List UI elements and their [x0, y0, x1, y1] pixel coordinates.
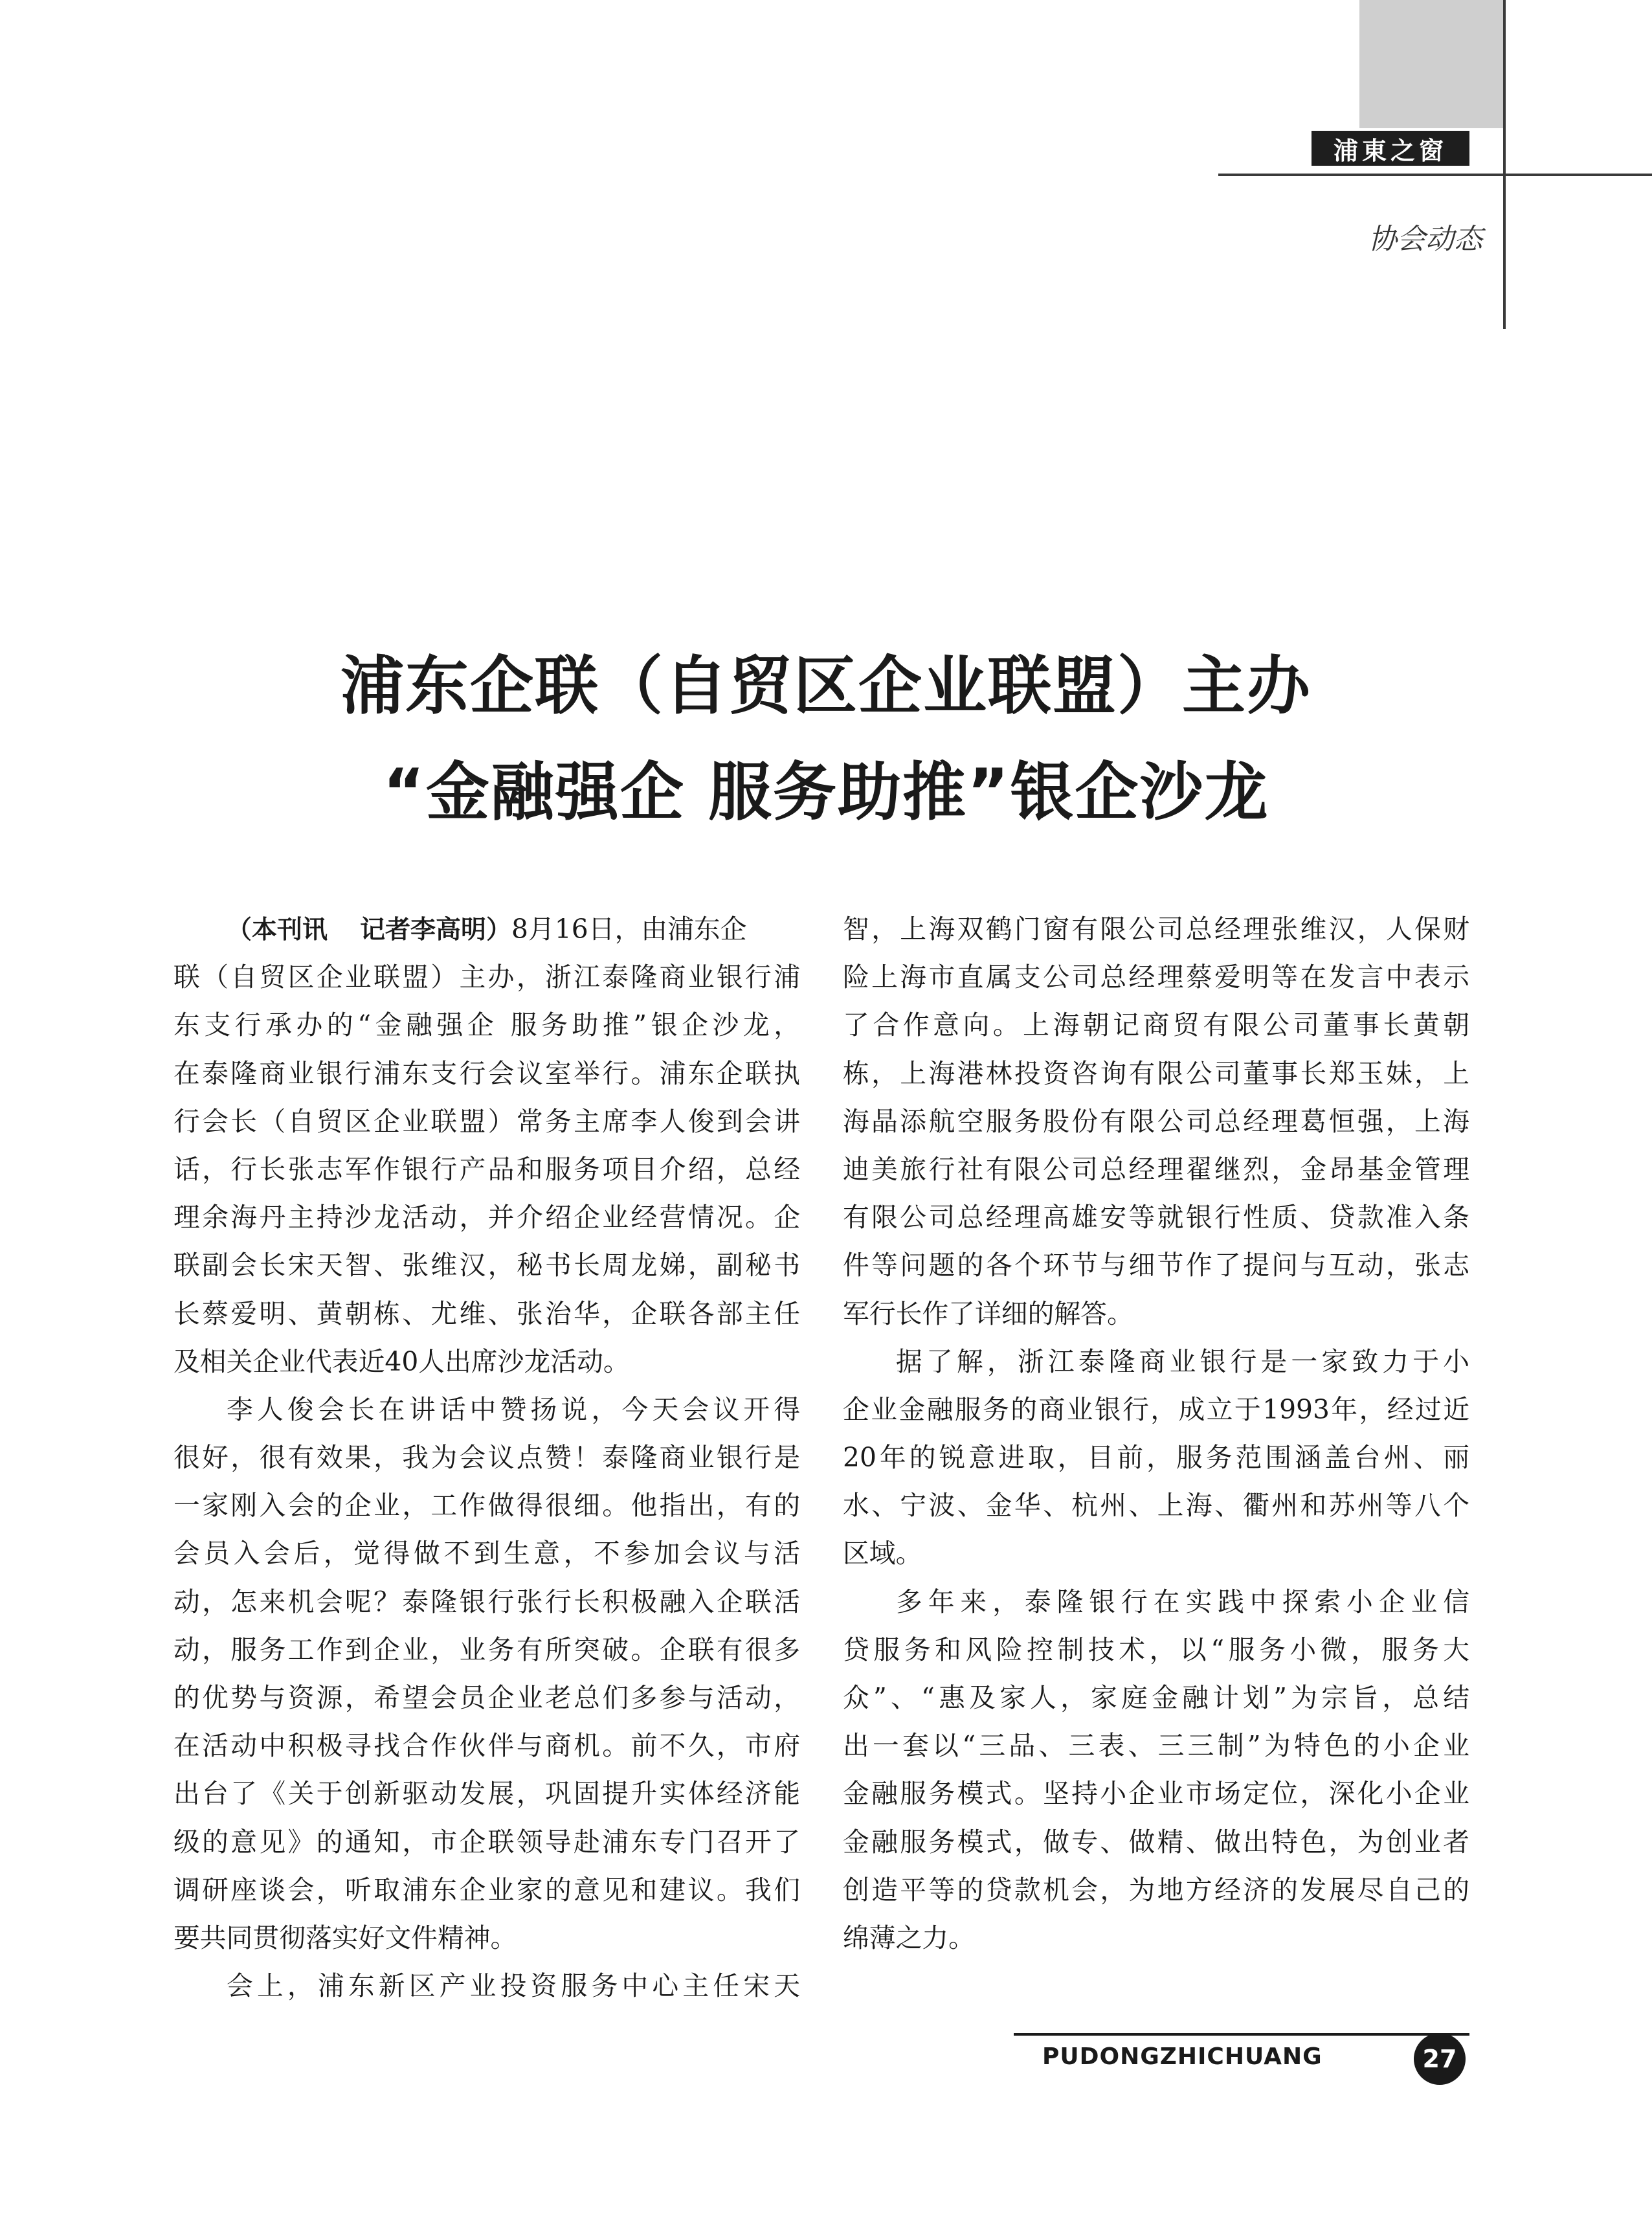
text-line: 李人俊会长在讲话中赞扬说，今天会议开得: [227, 1393, 800, 1425]
text-line: 金融服务模式，做专、做精、做出特色，为创业者: [843, 1826, 1469, 1858]
text-line: 及相关企业代表近40人出席沙龙活动。: [173, 1345, 630, 1377]
header-rule: [1218, 174, 1652, 176]
text-line: 会上，浦东新区产业投资服务中心主任宋天: [227, 1970, 800, 2002]
title-line-1: 浦东企联（自贸区企业联盟）主办: [340, 649, 1312, 723]
section-label: 协会动态: [1368, 223, 1482, 256]
text-line: 多年来，泰隆银行在实践中探索小企业信: [896, 1586, 1469, 1617]
text-line: 20年的锐意进取，目前，服务范围涵盖台州、丽: [843, 1442, 1469, 1474]
text-line: 水、宁波、金华、杭州、上海、衢州和苏州等八个: [843, 1490, 1469, 1522]
text-line: 海晶添航空服务股份有限公司总经理葛恒强，上海: [843, 1105, 1469, 1137]
text-line: 调研座谈会，听取浦东企业家的意见和建议。我们: [173, 1874, 800, 1906]
text-line: 众”、“惠及家人，家庭金融计划”为宗旨，总结: [843, 1682, 1469, 1713]
byline-line: [173, 905, 800, 953]
text-line: 件等问题的各个环节与细节作了提问与互动，张志: [843, 1250, 1469, 1281]
text-line: 动，服务工作到企业，业务有所突破。企联有很多: [173, 1634, 800, 1665]
text-line: 一家刚入会的企业，工作做得很细。他指出，有的: [173, 1490, 800, 1522]
text-line: 出一套以“三品、三表、三三制”为特色的小企业: [843, 1730, 1469, 1762]
text-line: 智，上海双鹤门窗有限公司总经理张维汉，人保财: [843, 914, 1469, 945]
byline-source: （本刊讯: [227, 916, 328, 945]
text-line: 在泰隆商业银行浦东支行会议室举行。浦东企联执: [173, 1057, 800, 1089]
text-line: 动，怎来机会呢？泰隆银行张行长积极融入企联活: [173, 1586, 800, 1617]
text-line: 东支行承办的“金融强企 服务助推”银企沙龙，: [173, 1009, 800, 1041]
footer-magazine-name: PUDONGZHICHUANG: [1042, 2043, 1323, 2070]
text-line: 会员入会后，觉得做不到生意，不参加会议与活: [173, 1538, 800, 1569]
text-line: 创造平等的贷款机会，为地方经济的发展尽自己的: [843, 1874, 1469, 1906]
left-column: [173, 905, 800, 2010]
text-line: 有限公司总经理高雄安等就银行性质、贷款准入条: [843, 1202, 1469, 1233]
right-column: [843, 905, 1469, 1962]
byline-rest: 8月16日，由浦东企: [511, 914, 747, 945]
page-number: 27: [1414, 2033, 1466, 2085]
text-line: 区域。: [843, 1538, 922, 1569]
text-line: 联（自贸区企业联盟）主办，浙江泰隆商业银行浦: [173, 961, 800, 993]
text-line: 在活动中积极寻找合作伙伴与商机。前不久，市府: [173, 1730, 800, 1762]
text-line: 出台了《关于创新驱动发展，巩固提升实体经济能: [173, 1778, 800, 1810]
text-line: 级的意见》的通知，市企联领导赴浦东专门召开了: [173, 1826, 800, 1858]
title-line-2: “金融强企 服务助推”银企沙龙: [383, 756, 1269, 829]
text-line: 要共同贯彻落实好文件精神。: [173, 1922, 517, 1953]
article-title: [194, 633, 1458, 846]
text-line: 企业金融服务的商业银行，成立于1993年，经过近: [843, 1393, 1469, 1425]
text-line: 据了解，浙江泰隆商业银行是一家致力于小: [896, 1345, 1469, 1377]
text-line: 了合作意向。上海朝记商贸有限公司董事长黄朝: [843, 1009, 1469, 1041]
text-line: 险上海市直属支公司总经理蔡爱明等在发言中表示: [843, 961, 1469, 993]
text-line: 理余海丹主持沙龙活动，并介绍企业经营情况。企: [173, 1202, 800, 1233]
text-line: 栋，上海港林投资咨询有限公司董事长郑玉妹，上: [843, 1057, 1469, 1089]
text-line: 金融服务模式。坚持小企业市场定位，深化小企业: [843, 1778, 1469, 1810]
text-line: 联副会长宋天智、张维汉，秘书长周龙娣，副秘书: [173, 1250, 800, 1281]
text-line: 的优势与资源，希望会员企业老总们多参与活动，: [173, 1682, 800, 1713]
text-line: 很好，很有效果，我为会议点赞！泰隆商业银行是: [173, 1442, 800, 1474]
text-line: 贷服务和风险控制技术，以“服务小微，服务大: [843, 1634, 1469, 1665]
magazine-badge: 浦東之窗: [1312, 131, 1469, 166]
text-line: 绵薄之力。: [843, 1922, 975, 1953]
text-line: 迪美旅行社有限公司总经理翟继烈，金昂基金管理: [843, 1153, 1469, 1185]
corner-decoration-box: [1359, 0, 1504, 128]
byline-reporter: 记者李高明）: [360, 916, 512, 945]
text-line: 长蔡爱明、黄朝栋、尤维、张治华，企联各部主任: [173, 1298, 800, 1329]
text-line: 行会长（自贸区企业联盟）常务主席李人俊到会讲: [173, 1105, 800, 1137]
text-line: 军行长作了详细的解答。: [843, 1298, 1133, 1329]
footer-rule: [1014, 2033, 1469, 2036]
text-line: 话，行长张志军作银行产品和服务项目介绍，总经: [173, 1153, 800, 1185]
vertical-rule: [1503, 0, 1506, 329]
